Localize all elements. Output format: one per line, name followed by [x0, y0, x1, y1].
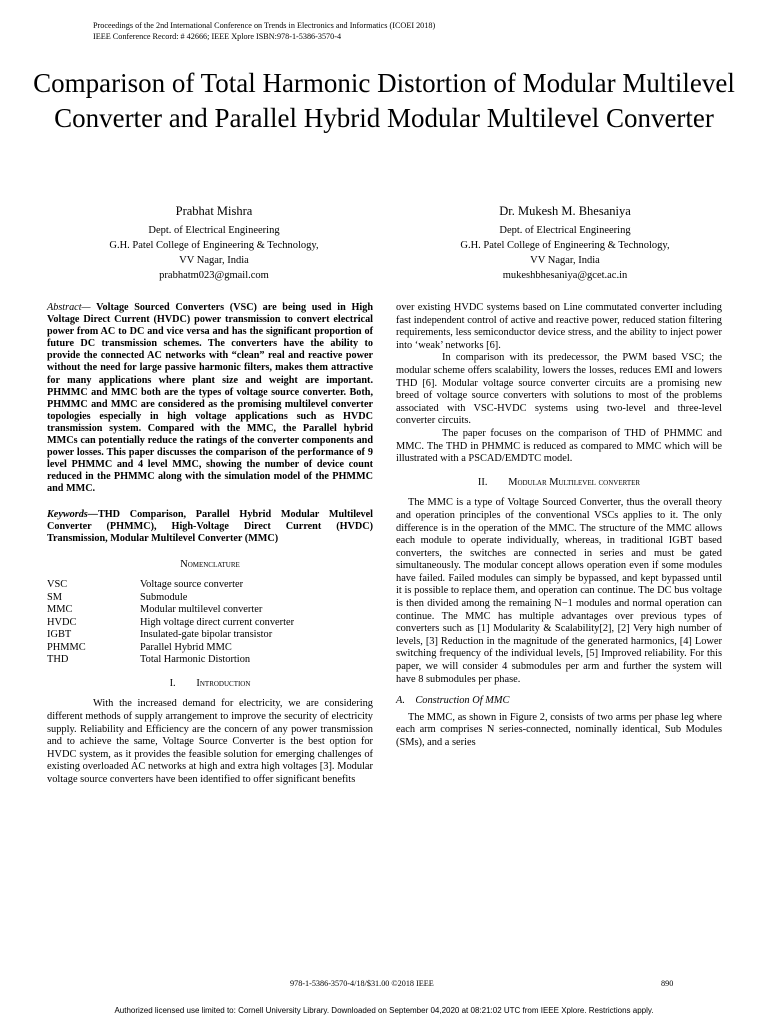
footer-isbn: 978-1-5386-3570-4/18/$31.00 ©2018 IEEE: [290, 979, 434, 988]
nomenclature-desc: Insulated-gate bipolar transistor: [140, 629, 273, 641]
keywords-lead: Keywords—: [47, 508, 98, 520]
nomenclature-table: [47, 579, 373, 667]
nomenclature-desc: Parallel Hybrid MMC: [140, 641, 232, 653]
nomenclature-desc: Total Harmonic Distortion: [140, 654, 251, 666]
nomenclature-abbr: VSC: [47, 579, 68, 591]
abstract-lead: Abstract—: [47, 302, 91, 313]
intro-paragraph-1: With the increased demand for electricity, we are considering different methods of supply arrangement to improve the security of electricity supply. Reliability and Efficiency are the concern of any power transmission and to achieve the same, Voltage Source Converter is the best option for HVDC system, as it provides the feasible solution for emerging challenges of existing overloaded AC networks at high and extra high voltages [3]. Modular voltage source converters have been identified to offer significant benefits: [47, 698, 373, 786]
author-name: Dr. Mukesh M. Bhesaniya: [499, 204, 631, 218]
right-column: [396, 302, 722, 750]
nomenclature-abbr: HVDC: [47, 616, 77, 628]
nomenclature-row: [47, 579, 373, 592]
nomenclature-desc: Submodule: [140, 591, 188, 603]
section-2-heading: II. Modular Multilevel converter: [477, 476, 641, 488]
author-block-2: [395, 202, 735, 283]
nomenclature-row: [47, 629, 373, 642]
abstract-text: Voltage Sourced Converters (VSC) are being used in High Voltage Direct Current (HVDC) power transmission to convert electrical power from AC to DC and vice versa and has the significant proportion of future DC transmission schemes. The converters have the ability to provide the connected AC networks with “clean” real and reactive power without the need for large passive harmonic filters, makes them attractive for many applications where plant size and weight are important. PHMMC and MMC both are the types of voltage source converter. Both, PHMMC and MMC are considered as the promising multilevel converter topologies especially in high voltage applications such as HVDC transmission system. Compared with the MMC, the Parallel hybrid MMCs can potentially reduce the ratings of the converter components and power losses. This paper discusses the comparison of the performance of 9 level PHMMC and 4 level MMC, showing the number of device count reduced in the PHMMC along with the simulation model of the PHMMC and MMC.: [47, 302, 373, 495]
nomenclature-heading: Nomenclature: [180, 558, 240, 570]
nomenclature-row: [47, 642, 373, 655]
license-notice: Authorized licensed use limited to: Cornell University Library. Downloaded on September 04,2020 at 08:21:02 UTC from IEEE Xplore. Restrictions apply.: [114, 1006, 654, 1015]
conference-header: [93, 20, 435, 42]
author-college: G.H. Patel College of Engineering & Technology,: [109, 240, 319, 251]
nomenclature-row: [47, 654, 373, 667]
left-column: [47, 302, 373, 787]
page-number: 890: [661, 979, 674, 988]
author-college: G.H. Patel College of Engineering & Technology,: [460, 240, 670, 251]
author-email: prabhatm023@gmail.com: [159, 270, 269, 281]
author-block-1: [44, 202, 384, 283]
abstract: [47, 302, 373, 496]
keywords-text: THD Comparison, Parallel Hybrid Modular Multilevel Converter (PHMMC), High-Voltage Direct Current (HVDC) Transmission, Modular Multilevel Converter (MMC): [47, 508, 373, 544]
section-2-paragraph-2: The MMC, as shown in Figure 2, consists of two arms per phase leg where each arm comprises N series-connected, nominally identical, Sub Modules (SMs), and a series: [396, 711, 722, 748]
intro-paragraph-3: The paper focuses on the comparison of THD of PHMMC and MMC. The THD in PHMMC is reduced as compared to MMC which will be illustrated with a PSCAD/EMDTC model.: [396, 427, 722, 465]
nomenclature-row: [47, 617, 373, 630]
header-line-1: Proceedings of the 2nd International Conference on Trends in Electronics and Informatics (ICOEI 2018): [93, 21, 436, 30]
author-dept: Dept. of Electrical Engineering: [499, 225, 631, 236]
intro-paragraph-1-continued: over existing HVDC systems based on Line commutated converter including fast independent control of active and reactive power, reduced station filtering requirements, less semiconductor device stress, and the ability to inject power into ‘weak’ networks [6].: [396, 302, 722, 351]
paper-title: Comparison of Total Harmonic Distortion of Modular Multilevel Converter and Parallel Hybrid Modular Multilevel Converter: [33, 68, 735, 133]
nomenclature-abbr: SM: [47, 591, 63, 603]
author-place: VV Nagar, India: [530, 255, 600, 266]
nomenclature-abbr: PHMMC: [47, 641, 86, 653]
nomenclature-row: [47, 604, 373, 617]
nomenclature-desc: Modular multilevel converter: [140, 604, 263, 616]
nomenclature-abbr: MMC: [47, 604, 73, 616]
author-email: mukeshbhesaniya@gcet.ac.in: [502, 270, 628, 281]
introduction-heading: I. Introduction: [169, 677, 251, 689]
nomenclature-desc: Voltage source converter: [140, 579, 244, 591]
author-place: VV Nagar, India: [179, 255, 249, 266]
author-dept: Dept. of Electrical Engineering: [148, 225, 280, 236]
intro-paragraph-2: In comparison with its predecessor, the PWM based VSC; the modular scheme offers scalability, lowers the losses, reduces EMI and lowers THD [6]. Modular voltage source converter circuits are a promising new breed of voltage source converters with solutions to most of the problems associated with VSC-HVDC systems using two-level and three-level converter circuits.: [396, 352, 722, 427]
nomenclature-abbr: IGBT: [47, 629, 72, 641]
nomenclature-abbr: THD: [47, 654, 69, 666]
nomenclature-desc: High voltage direct current converter: [140, 616, 295, 628]
nomenclature-row: [47, 592, 373, 605]
header-line-2: IEEE Conference Record: # 42666; IEEE Xplore ISBN:978-1-5386-3570-4: [93, 32, 342, 41]
section-2-paragraph-1: The MMC is a type of Voltage Sourced Converter, thus the overall theory and operation principles of the conventional VSCs applies to it. The only difference is in the operation of the MMC. The structure of the MMC allows each module to operate individually, whereas, in traditional IGBT based converters, the switches are connected in series and must be gated simultaneously. The modular concept allows operation even if some modules have failed. Failed modules can simply be bypassed, and kept bypassed until it is possible to replace them, and operation can continue. The DC bus voltage is then divided among the remaining N−1 modules and normal operation can continue. The MMC has multiple advantages over previous types of converters such as [1] Modularity & Scalability[2], [2] Very high number of levels, [3] Reduction in the magnitude of the generated harmonics, [4] Lower switching frequency of the individual levels, [5] Improved reliability. For this paper, we will consider 4 submodules per arm and further the system will have 8 submodules per phase.: [396, 497, 722, 685]
author-name: Prabhat Mishra: [175, 204, 253, 218]
subsection-a-heading: A. Construction Of MMC: [396, 695, 510, 707]
keywords: [47, 509, 373, 545]
